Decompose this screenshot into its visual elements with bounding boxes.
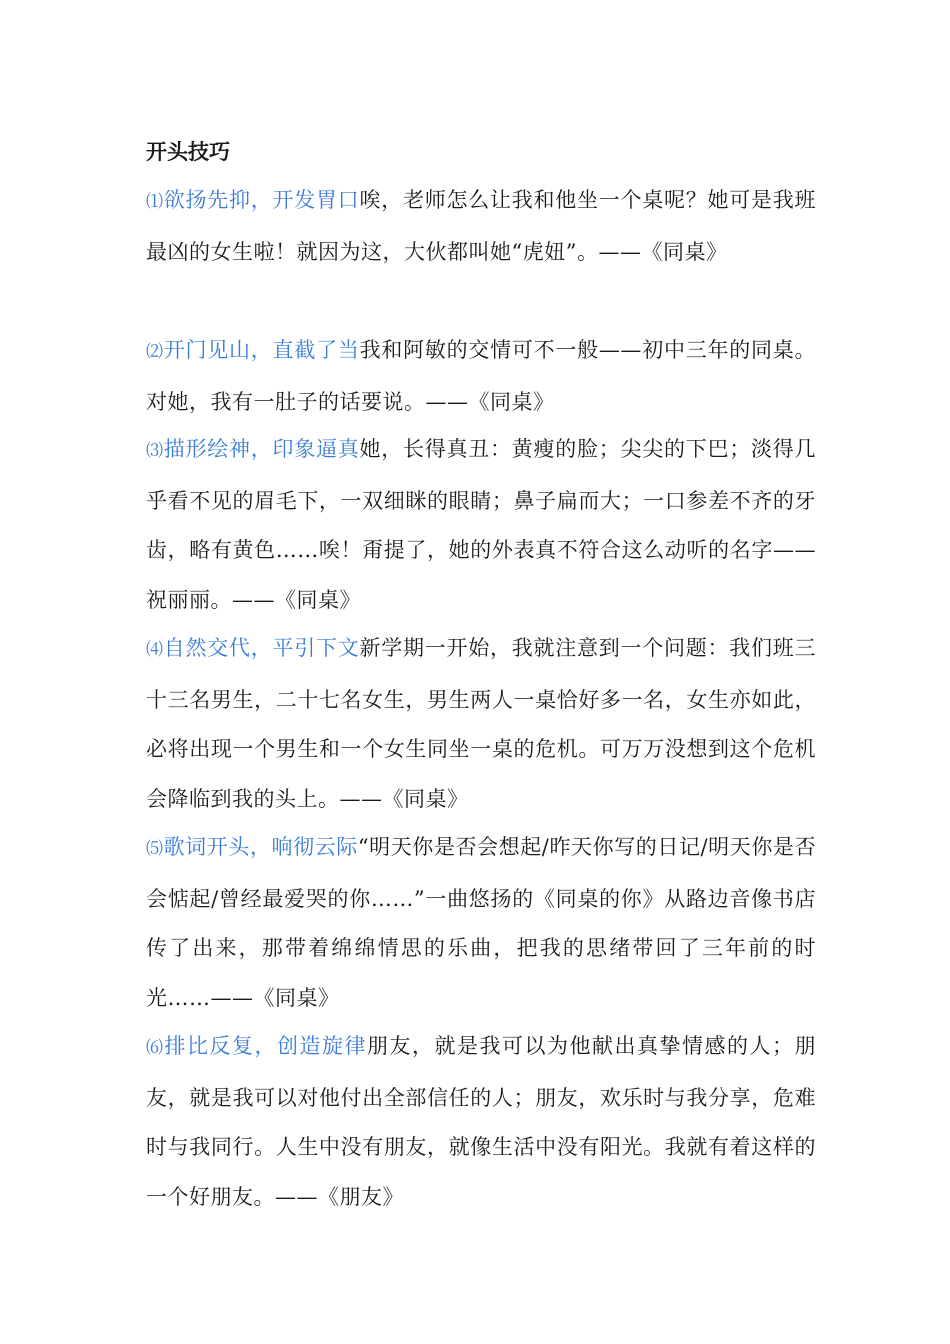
technique-paragraph-1 (146, 176, 816, 277)
technique-paragraph-4 (146, 624, 816, 824)
technique-paragraph-6 (146, 1022, 816, 1222)
paragraph-number: ⑷ (146, 640, 164, 660)
technique-heading: 自然交代，平引下文 (163, 636, 360, 660)
example-text: 朋友，就是我可以为他献出真挚情感的人；朋友，就是我可以对他付出全部信任的人；朋友，欢乐时与我分享，危难时与我同行。人生中没有朋友，就像生活中没有阳光。我就有着这样的一个好朋友。——《朋友》 (146, 1034, 816, 1209)
example-text: 新学期一开始，我就注意到一个问题：我们班三十三名男生，二十七名女生，男生两人一桌恰好多一名，女生亦如此，必将出现一个男生和一个女生同坐一桌的危机。可万万没想到这个危机会降临到我的头上。——《同桌》 (146, 636, 816, 811)
technique-paragraph-2 (146, 326, 816, 427)
example-text: 唉，老师怎么让我和他坐一个桌呢？她可是我班最凶的女生啦！就因为这，大伙都叫她“虎妞”。——《同桌》 (146, 188, 816, 264)
technique-heading: 排比反复，创造旋律 (164, 1034, 367, 1058)
page-title: 开头技巧 (146, 139, 230, 164)
technique-heading: 开门见山，直截了当 (163, 338, 360, 362)
technique-heading: 描形绘神，印象逼真 (163, 437, 360, 461)
paragraph-number: ⑴ (146, 192, 164, 212)
paragraph-number: ⑸ (146, 839, 164, 859)
example-text: “明天你是否会想起/昨天你写的日记/明天你是否会惦起/曾经最爱哭的你……”一曲悠扬的《同桌的你》从路边音像书店传了出来，那带着绵绵情思的乐曲，把我的思绪带回了三年前的时光……——《同桌》 (146, 835, 817, 1010)
technique-paragraph-5 (146, 823, 816, 1023)
paragraph-number: ⑹ (146, 1038, 165, 1058)
paragraph-number: ⑶ (146, 441, 164, 461)
paragraph-number: ⑵ (146, 342, 164, 362)
technique-heading: 歌词开头，响彻云际 (163, 835, 358, 859)
technique-heading: 欲扬先抑，开发胃口 (163, 188, 360, 212)
technique-paragraph-3 (146, 425, 816, 625)
example-text: 我和阿敏的交情可不一般——初中三年的同桌。对她，我有一肚子的话要说。——《同桌》 (146, 338, 817, 414)
example-text: 她，长得真丑：黄瘦的脸；尖尖的下巴；淡得几乎看不见的眉毛下，一双细眯的眼睛；鼻子扁而大；一口参差不齐的牙齿，略有黄色……唉！甭提了，她的外表真不符合这么动听的名字——祝丽丽。——《同桌》 (146, 437, 816, 612)
